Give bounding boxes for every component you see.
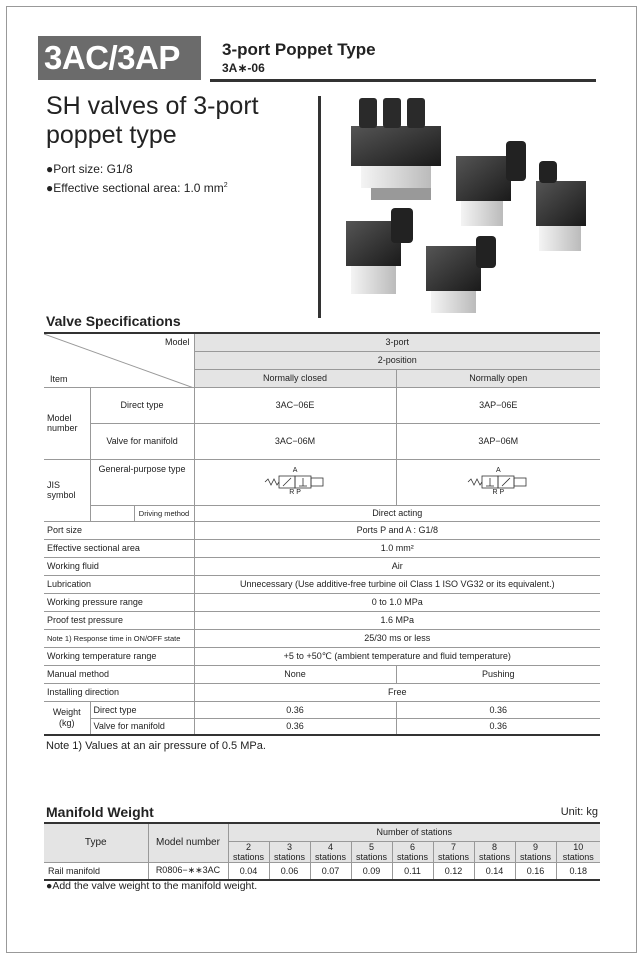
nc-header: Normally closed <box>194 369 396 387</box>
working-fluid-label: Working fluid <box>44 557 194 575</box>
rail-manifold-type: Rail manifold <box>44 862 148 880</box>
valve-photo-illustration <box>321 96 598 318</box>
station-header: 2 stations <box>228 841 269 862</box>
rail-manifold-model: R0806−∗∗3AC <box>148 862 228 880</box>
effective-area-value: 1.0 mm² <box>194 539 600 557</box>
weight-value: 0.12 <box>433 862 474 880</box>
station-header: 4 stations <box>310 841 351 862</box>
nc-symbol-port-a: A <box>292 467 298 474</box>
manifold-unit: Unit: kg <box>560 806 598 818</box>
diag-item-label: Item <box>50 373 68 384</box>
weight-direct-label: Direct type <box>90 701 194 718</box>
no-header: Normally open <box>396 369 600 387</box>
station-header: 9 stations <box>515 841 556 862</box>
weight-manifold-no: 0.36 <box>396 718 600 735</box>
product-photo <box>318 96 598 318</box>
working-temp-label: Working temperature range <box>44 647 194 665</box>
jis-symbol-label: JIS symbol <box>44 459 90 521</box>
weight-value: 0.14 <box>474 862 515 880</box>
weight-value: 0.09 <box>351 862 392 880</box>
station-header: 7 stations <box>433 841 474 862</box>
manifold-section-title: Manifold Weight <box>46 804 154 820</box>
no-jis-symbol <box>396 459 600 505</box>
station-header: 6 stations <box>392 841 433 862</box>
diagonal-header-cell <box>44 333 194 387</box>
table-row <box>44 862 600 880</box>
driving-method-value: Direct acting <box>194 505 600 521</box>
direct-type-label: Direct type <box>90 387 194 423</box>
manual-method-nc: None <box>194 665 396 683</box>
manifold-valve-label: Valve for manifold <box>90 423 194 459</box>
spec-section-title: Valve Specifications <box>46 313 181 329</box>
station-header: 10 stations <box>556 841 600 862</box>
headline-line-2: poppet type <box>46 121 177 149</box>
response-time-label: Note 1) Response time in ON/OFF state <box>44 629 194 647</box>
manual-method-label: Manual method <box>44 665 194 683</box>
nc-valve-symbol-icon <box>263 475 327 489</box>
lubrication-label: Lubrication <box>44 575 194 593</box>
valve-unit-5 <box>426 236 496 313</box>
no-valve-symbol-icon <box>466 475 530 489</box>
station-header: 8 stations <box>474 841 515 862</box>
proof-pressure-value: 1.6 MPa <box>194 611 600 629</box>
nc-jis-symbol <box>194 459 396 505</box>
weight-value: 0.16 <box>515 862 556 880</box>
lubrication-value: Unnecessary (Use additive-free turbine oil Class 1 ISO VG32 or its equivalent.) <box>194 575 600 593</box>
bullet-port-size: ●Port size: G1/8 <box>46 162 133 176</box>
weight-direct-nc: 0.36 <box>194 701 396 718</box>
model-number-label: Model number <box>44 387 90 459</box>
working-temp-value: +5 to +50℃ (ambient temperature and fluid temperature) <box>194 647 600 665</box>
working-pressure-label: Working pressure range <box>44 593 194 611</box>
manifold-type-header: Type <box>44 823 148 862</box>
proof-pressure-label: Proof test pressure <box>44 611 194 629</box>
no-manifold-model: 3AP−06M <box>396 423 600 459</box>
bullet-effective-area <box>46 181 228 195</box>
valve-spec-table <box>44 332 600 736</box>
diag-model-label: Model <box>165 337 190 347</box>
port-size-label: Port size <box>44 521 194 539</box>
weight-direct-no: 0.36 <box>396 701 600 718</box>
manifold-note: ●Add the valve weight to the manifold weight. <box>46 880 258 892</box>
working-fluid-value: Air <box>194 557 600 575</box>
weight-value: 0.04 <box>228 862 269 880</box>
ports-header: 3-port <box>194 333 600 351</box>
valve-unit-2 <box>456 141 526 226</box>
weight-label: Weight <box>52 706 81 717</box>
driving-method-label: Driving method <box>134 505 194 521</box>
headline-line-1: SH valves of 3-port <box>46 92 259 120</box>
port-size-value: Ports P and A : G1/8 <box>194 521 600 539</box>
station-header: 5 stations <box>351 841 392 862</box>
header-rule <box>210 79 596 82</box>
weight-label-cell <box>44 701 90 735</box>
manual-method-no: Pushing <box>396 665 600 683</box>
no-symbol-port-a: A <box>495 467 501 474</box>
positions-header: 2-position <box>194 351 600 369</box>
manifold-weight-table <box>44 822 600 881</box>
series-title: 3AC/3AP <box>38 36 201 80</box>
series-code: 3A∗-06 <box>222 61 265 75</box>
manifold-model-header: Model number <box>148 823 228 862</box>
nc-manifold-model: 3AC−06M <box>194 423 396 459</box>
nc-symbol-port-rp: R P <box>289 489 301 496</box>
installing-direction-label: Installing direction <box>44 683 194 701</box>
bullet-effective-area-sup: 2 <box>223 182 228 189</box>
headline <box>46 92 316 150</box>
effective-area-label: Effective sectional area <box>44 539 194 557</box>
manifold-valve-group <box>351 98 441 200</box>
valve-unit-4 <box>346 208 413 294</box>
weight-value: 0.18 <box>556 862 600 880</box>
station-header: 3 stations <box>269 841 310 862</box>
valve-unit-3 <box>536 161 586 251</box>
weight-value: 0.11 <box>392 862 433 880</box>
installing-direction-value: Free <box>194 683 600 701</box>
bullet-effective-area-text: ●Effective sectional area: 1.0 mm <box>46 181 224 195</box>
weight-unit: (kg) <box>59 717 75 728</box>
weight-manifold-label: Valve for manifold <box>90 718 194 735</box>
no-symbol-port-rp: R P <box>492 489 505 496</box>
nc-direct-model: 3AC−06E <box>194 387 396 423</box>
weight-value: 0.07 <box>310 862 351 880</box>
weight-manifold-nc: 0.36 <box>194 718 396 735</box>
working-pressure-value: 0 to 1.0 MPa <box>194 593 600 611</box>
series-subtitle: 3-port Poppet Type <box>222 40 376 59</box>
spec-note: Note 1) Values at an air pressure of 0.5 MPa. <box>46 740 266 752</box>
general-purpose-label: General-purpose type <box>90 459 194 505</box>
weight-value: 0.06 <box>269 862 310 880</box>
stations-header: Number of stations <box>228 823 600 841</box>
no-direct-model: 3AP−06E <box>396 387 600 423</box>
response-time-value: 25/30 ms or less <box>194 629 600 647</box>
